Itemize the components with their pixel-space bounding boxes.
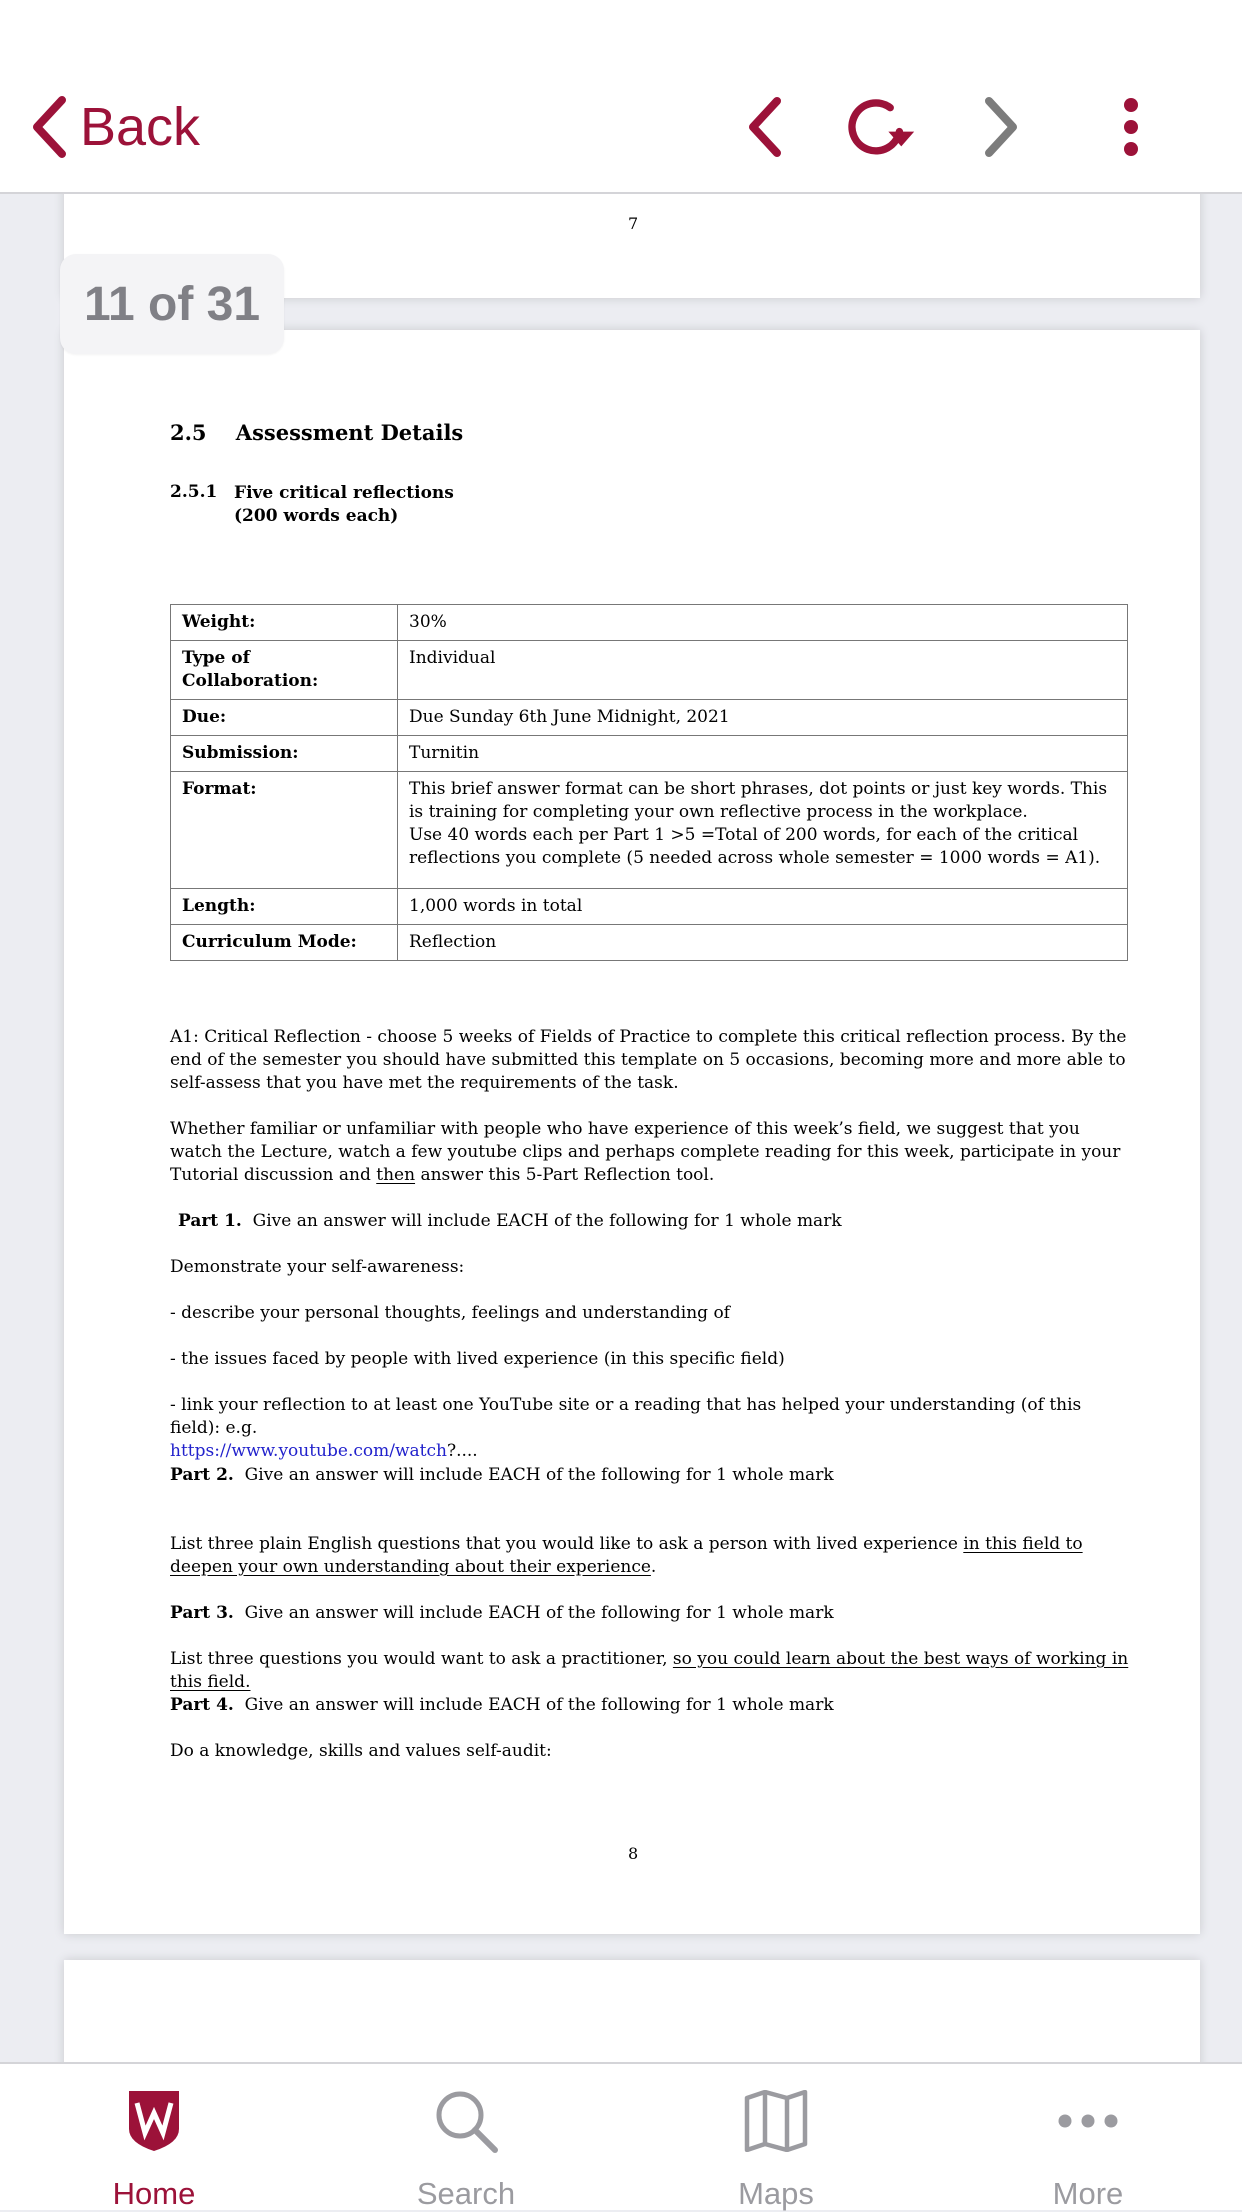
bottom-tab-bar [0, 2062, 1242, 2210]
table-row: Due: Due Sunday 6th June Midnight, 2021 [171, 700, 1128, 736]
part2-question-text: List three plain English questions that you would like to ask a person with lived experience in this field to deepen your own understanding about their experience. [170, 1534, 1083, 1577]
next-result-button[interactable] [966, 92, 1036, 162]
a1-paragraph: A1: Critical Reflection - choose 5 weeks of Fields of Practice to complete this critical reflection process. By the end of the semester you should have submitted this template on 5 occasions, becoming more and more able to self-assess that you have met the requirements of the task. [170, 1027, 1127, 1093]
youtube-link[interactable]: https://www.youtube.com/watch [170, 1441, 447, 1461]
more-dots-icon [1057, 2113, 1119, 2129]
self-awareness-text: Demonstrate your self-awareness: [170, 1257, 465, 1277]
page-number: 7 [628, 214, 639, 233]
assessment-details-table [170, 604, 1128, 961]
map-icon [744, 2090, 808, 2152]
tab-home[interactable] [54, 2064, 254, 2210]
page-number: 8 [628, 1844, 639, 1863]
table-row: Weight: 30% [171, 605, 1128, 641]
part3-heading: Part 3. Give an answer will include EACH of the following for 1 whole mark [170, 1603, 834, 1623]
section-heading: 2.5 Assessment Details [170, 420, 464, 445]
tab-maps-label: Maps [738, 2176, 814, 2211]
part3-question-text: List three questions you would want to ask a practitioner, so you could learn about the best ways of working in this field. [170, 1649, 1129, 1692]
page-counter-badge: 11 of 31 [60, 254, 284, 354]
reload-button[interactable] [846, 92, 916, 162]
current-page [64, 330, 1200, 1934]
pdf-viewer[interactable] [0, 194, 1242, 2062]
more-options-button[interactable] [1096, 92, 1166, 162]
top-navigation-bar [0, 0, 1242, 194]
university-shield-logo [127, 2089, 181, 2153]
table-row: Curriculum Mode: Reflection [171, 925, 1128, 961]
next-page [64, 1960, 1200, 2062]
bullet-thoughts: - describe your personal thoughts, feelings and understanding of [170, 1303, 730, 1323]
table-row: Type of Collaboration: Individual [171, 641, 1128, 700]
chevron-left-icon [745, 96, 785, 158]
bullet-issues: - the issues faced by people with lived experience (in this specific field) [170, 1349, 785, 1369]
subsection-number: 2.5.1 [170, 482, 218, 502]
table-row: Submission: Turnitin [171, 736, 1128, 772]
part4-heading: Part 4. Give an answer will include EACH of the following for 1 whole mark [170, 1695, 834, 1715]
self-audit-text: Do a knowledge, skills and values self-audit: [170, 1741, 552, 1761]
tab-home-label: Home [112, 2176, 196, 2211]
back-label: Back [80, 97, 201, 157]
tab-more-label: More [1052, 2176, 1124, 2211]
vertical-dots-icon [1121, 97, 1141, 157]
part2-heading: Part 2. Give an answer will include EACH of the following for 1 whole mark [170, 1465, 834, 1485]
chevron-right-icon [981, 96, 1021, 158]
bullet-link: - link your reflection to at least one YouTube site or a reading that has helped your understanding (of this field): e.g. https://www.youtube.com/watch?.... [170, 1395, 1082, 1461]
table-row: Length: 1,000 words in total [171, 889, 1128, 925]
reload-icon [846, 94, 916, 160]
tab-search-label: Search [416, 2176, 516, 2211]
search-icon [433, 2088, 499, 2154]
chevron-left-icon [32, 96, 66, 158]
tab-more[interactable] [988, 2064, 1188, 2210]
subsection-title: Five critical reflections (200 words each) [234, 483, 454, 526]
part1-heading: Part 1. Give an answer will include EACH of the following for 1 whole mark [178, 1211, 842, 1231]
instructions-paragraph: Whether familiar or unfamiliar with people who have experience of this week’s field, we suggest that you watch the Lecture, watch a few youtube clips and perhaps complete reading for this week, participate in your Tutorial discussion and then answer this 5-Part Reflection tool. [170, 1119, 1121, 1185]
tab-search[interactable] [366, 2064, 566, 2210]
table-row: Format: This brief answer format can be short phrases, dot points or just key words. This is training for completing your own reflective process in the workplace. Use 40 words each per Part 1 >5 =Total of 200 words, for each of the critical reflections you complete (5 needed across whole semester = 1000 words = A1). [171, 772, 1128, 889]
tab-maps[interactable] [676, 2064, 876, 2210]
back-button[interactable] [32, 92, 200, 162]
previous-result-button[interactable] [730, 92, 800, 162]
